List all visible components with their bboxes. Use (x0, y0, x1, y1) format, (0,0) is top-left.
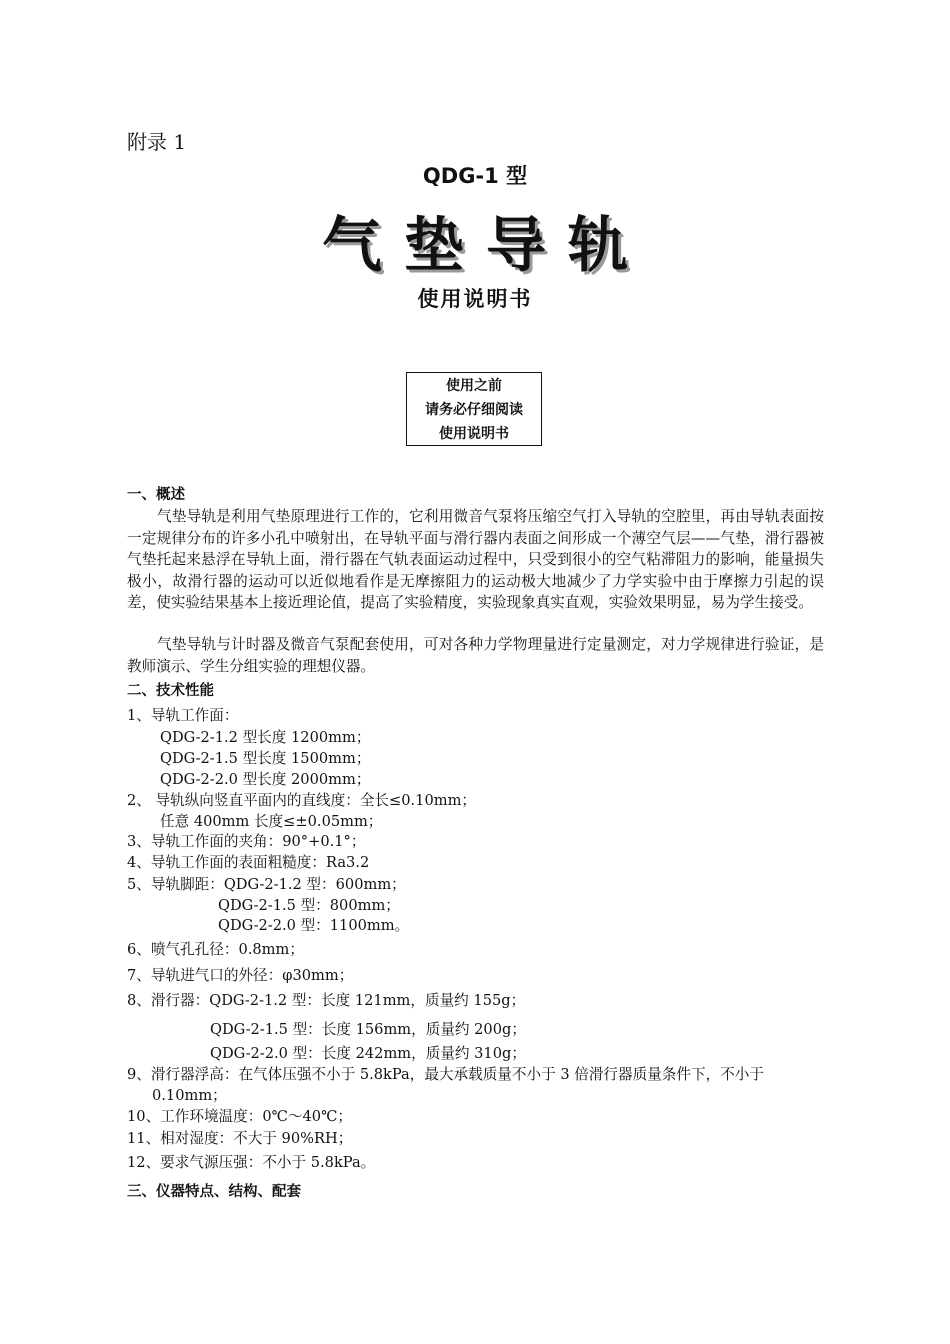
notice-line: 使用之前 (446, 378, 502, 394)
document-title: 气垫导轨 (322, 211, 650, 281)
spec-line: 1、导轨工作面： (127, 707, 239, 724)
spec-line: 2、 导轨纵向竖直平面内的直线度：全长≤0.10mm； (127, 792, 477, 809)
spec-line: QDG-2-1.5 型：长度 156mm，质量约 200g； (210, 1021, 526, 1038)
overview-paragraph-2: 气垫导轨与计时器及微音气泵配套使用，可对各种力学物理量进行定量测定，对力学规律进行验证，是教师演示、学生分组实验的理想仪器。 (127, 636, 824, 675)
spec-line: 3、导轨工作面的夹角：90°+0.1°； (127, 833, 366, 850)
spec-line: 9、滑行器浮高：在气体压强不小于 5.8kPa，最大承载质量不小于 3 倍滑行器质量条件下，不小于 (127, 1066, 764, 1083)
spec-line: 5、导轨脚距：QDG-2-1.2 型：600mm； (127, 876, 406, 893)
notice-box (406, 372, 542, 446)
spec-line: 11、相对湿度：不大于 90%RH； (127, 1130, 353, 1147)
spec-line: 8、滑行器：QDG-2-1.2 型：长度 121mm，质量约 155g； (127, 992, 526, 1009)
spec-line: 10、工作环境温度：0℃～40℃； (127, 1108, 353, 1125)
spec-line: 4、导轨工作面的表面粗糙度：Ra3.2 (127, 854, 370, 871)
section-heading-features: 三、仪器特点、结构、配套 (127, 1184, 301, 1200)
model-number: QDG-1 型 (422, 164, 528, 188)
spec-line: 任意 400mm 长度≤±0.05mm； (160, 813, 383, 830)
overview-paragraph-1: 气垫导轨是利用气垫原理进行工作的，它利用微音气泵将压缩空气打入导轨的空腔里，再由导轨表面按一定规律分布的许多小孔中喷射出，在导轨平面与滑行器内表面之间形成一个薄空气层——气垫，滑行器被气垫托起来悬浮在导轨上面，滑行器在气轨表面运动过程中，只受到很小的空气粘滞阻力的影响，能量损失极小，故滑行器的运动可以近似地看作是无摩擦阻力的运动极大地减少了力学实验中由于摩擦力引起的误差，使实验结果基本上接近理论值，提高了实验精度，实验现象真实直观，实验效果明显，易为学生接受。 (127, 508, 824, 611)
notice-line: 请务必仔细阅读 (425, 402, 523, 418)
spec-line: QDG-2-2.0 型：长度 242mm，质量约 310g； (210, 1045, 526, 1062)
spec-line: QDG-2-1.5 型长度 1500mm； (160, 750, 371, 767)
spec-line: QDG-2-2.0 型：1100mm。 (218, 917, 410, 934)
spec-line: 6、喷气孔孔径：0.8mm； (127, 941, 304, 958)
document-subtitle: 使用说明书 (417, 287, 533, 311)
spec-line: QDG-2-2.0 型长度 2000mm； (160, 771, 371, 788)
spec-line: 7、导轨进气口的外径：φ30mm； (127, 967, 354, 984)
section-heading-specs: 二、技术性能 (127, 683, 214, 699)
spec-line: QDG-2-1.2 型长度 1200mm； (160, 729, 371, 746)
notice-line: 使用说明书 (439, 426, 509, 442)
spec-line: 12、要求气源压强：不小于 5.8kPa。 (127, 1154, 376, 1171)
appendix-label: 附录 1 (127, 130, 187, 154)
spec-line: QDG-2-1.5 型：800mm； (218, 897, 400, 914)
section-heading-overview: 一、概述 (127, 487, 185, 503)
spec-line: 0.10mm； (152, 1087, 227, 1104)
